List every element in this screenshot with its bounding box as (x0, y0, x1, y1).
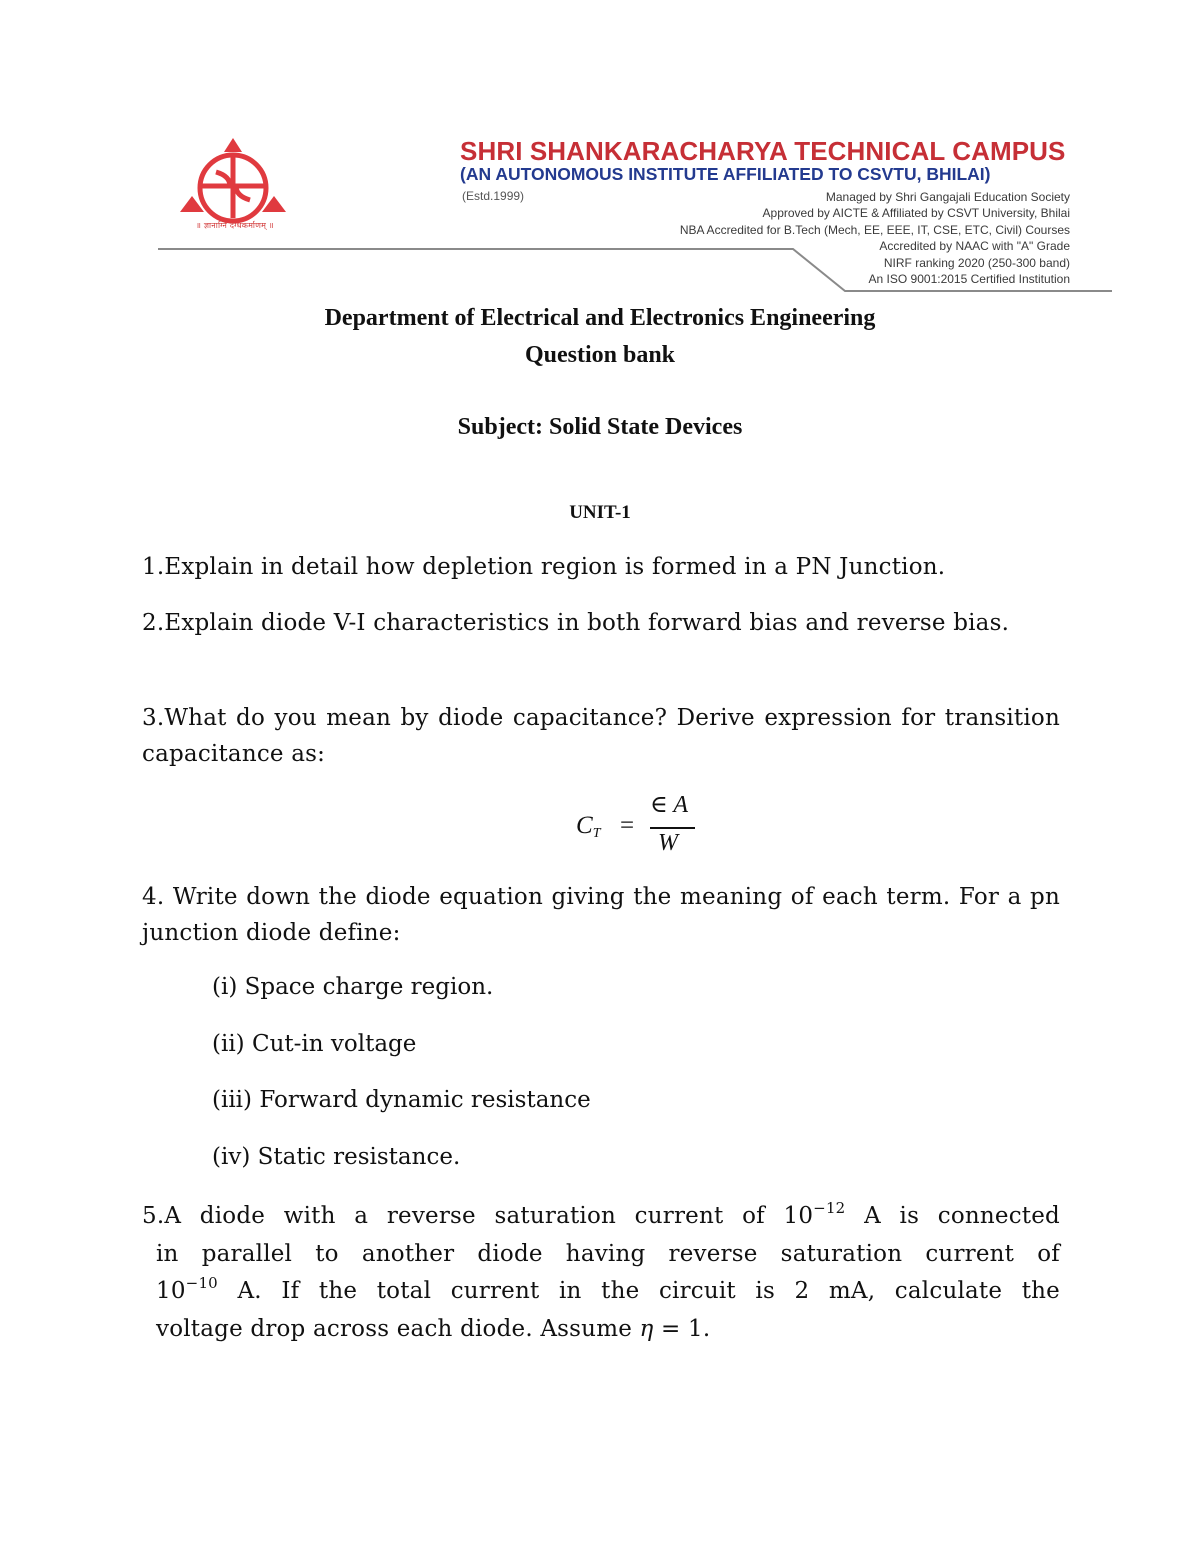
question-4-item: (iv) Static resistance. (212, 1144, 461, 1170)
accreditation-line: Accredited by NAAC with "A" Grade (879, 239, 1070, 254)
department-title: Department of Electrical and Electronics Engineering (324, 305, 876, 331)
question-2: 2.Explain diode V-I characteristics in both forward bias and reverse bias. (142, 610, 1010, 636)
accreditation-line: NBA Accredited for B.Tech (Mech, EE, EEE, IT, CSE, ETC, Civil) Courses (679, 222, 1070, 237)
subject-title: Subject: Solid State Devices (457, 414, 743, 440)
question-4-item: (ii) Cut-in voltage (212, 1031, 417, 1057)
formula-numerator: ∈ A (650, 792, 688, 818)
formula-denominator: W (658, 830, 678, 856)
formula-lhs: $C_T$ (576, 812, 601, 841)
document-type: Question bank (524, 342, 676, 368)
accreditation-line: Managed by Shri Gangajali Education Society (825, 190, 1070, 204)
question-1: 1.Explain in detail how depletion region is formed in a PN Junction. (142, 554, 946, 580)
accreditation-line: NIRF ranking 2020 (250-300 band) (883, 255, 1070, 270)
formula-equals: = (620, 812, 635, 839)
question-5-line: in parallel to another diode having reverse saturation current of (156, 1240, 1060, 1267)
accreditation-line: Approved by AICTE & Affiliated by CSVT University, Bhilai (762, 206, 1070, 221)
institute-name: SHRI SHANKARACHARYA TECHNICAL CAMPUS (460, 136, 1066, 166)
letterhead-divider (0, 0, 1200, 300)
question-5-line: $10^{-10}$ A. If the total current in the circuit is 2 mA, calculate the (156, 1274, 1060, 1304)
institute-affiliation: (AN AUTONOMOUS INSTITUTE AFFILIATED TO CSVTU, BHILAI) (460, 164, 991, 184)
established-year: (Estd.1999) (462, 189, 525, 203)
question-5-line: voltage drop across each diode. Assume η = 1. (156, 1315, 711, 1342)
question-4: 4. Write down the diode equation giving the meaning of each term. For a pn junction diode define: (142, 884, 1060, 946)
unit-heading: UNIT-1 (569, 502, 631, 523)
logo-motto: ॥ ज्ञानाग्नि दग्धकर्माणम् ॥ (196, 221, 274, 230)
transition-capacitance-formula (570, 790, 710, 860)
question-4-item: (iii) Forward dynamic resistance (212, 1087, 591, 1113)
fraction-bar (650, 827, 695, 829)
question-5 (142, 1198, 1060, 1348)
question-3: 3.What do you mean by diode capacitance? Derive expression for transition capacitance as: (142, 705, 1060, 767)
question-5-line: 5.A diode with a reverse saturation current of $10^{-12}$ A is connected (142, 1199, 1060, 1229)
accreditation-line: An ISO 9001:2015 Certified Institution (868, 272, 1070, 287)
question-4-item: (i) Space charge region. (212, 974, 494, 1000)
